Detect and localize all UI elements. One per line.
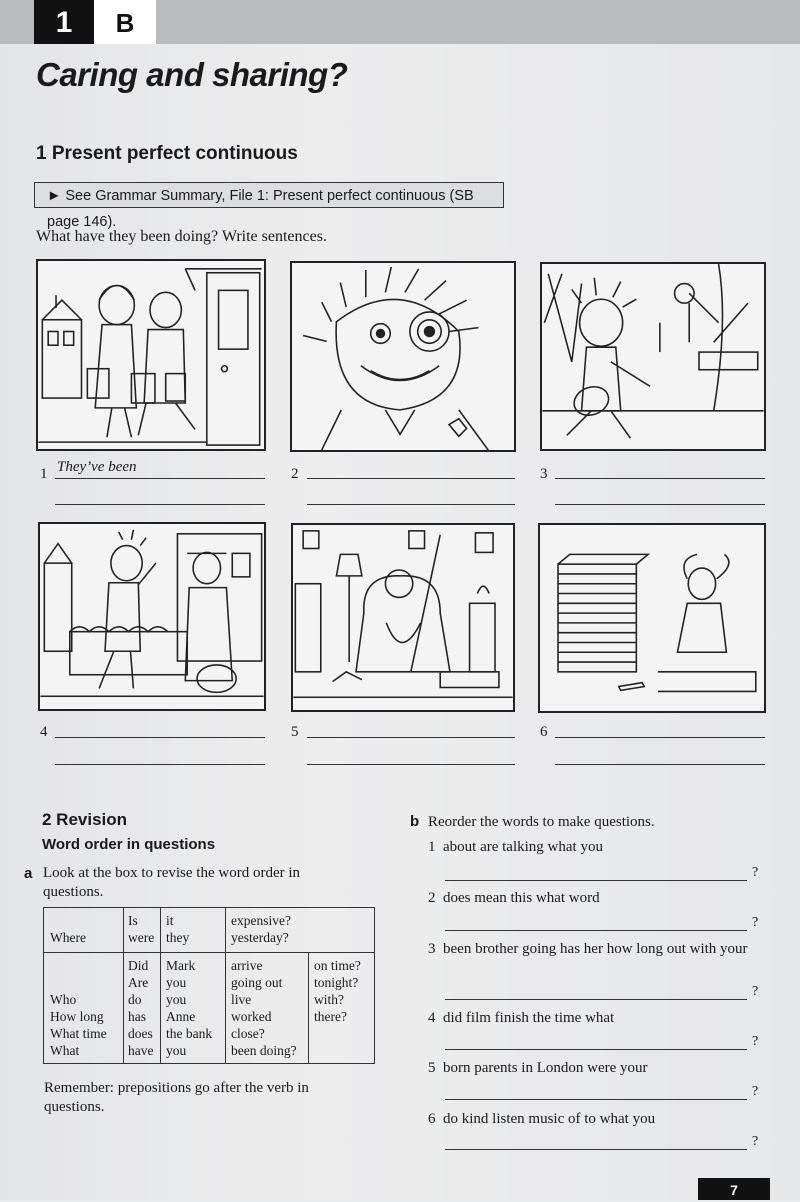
picture-2-black-eye bbox=[290, 261, 516, 452]
qmark-2: ? bbox=[752, 915, 759, 930]
wo-bottom-col1: Who How long What time What bbox=[50, 992, 107, 1058]
page-title: Caring and sharing? bbox=[36, 56, 348, 93]
unit-letter: B bbox=[94, 0, 156, 44]
item-number-2: 2 bbox=[291, 466, 299, 482]
word-order-divider bbox=[43, 952, 375, 953]
col-divider-4 bbox=[308, 952, 309, 1064]
qmark-6: ? bbox=[752, 1134, 759, 1149]
exercise-b-letter: b bbox=[410, 813, 420, 830]
picture-3-tennis bbox=[540, 262, 766, 451]
wo-top-col1: Where bbox=[50, 930, 86, 945]
question-3: 3 been brother going has her how long out with your bbox=[428, 941, 748, 957]
wo-bottom-col2: Did Are do has does have bbox=[128, 958, 154, 1058]
item-number-3: 3 bbox=[540, 466, 548, 482]
answer-line-6b[interactable] bbox=[555, 764, 765, 765]
answer-line-5a[interactable] bbox=[307, 737, 515, 738]
wo-top-col3: it they bbox=[166, 913, 190, 945]
question-6: 6 do kind listen music of to what you bbox=[428, 1111, 656, 1127]
picture-6-papers bbox=[538, 523, 766, 713]
question-line-4[interactable] bbox=[445, 1049, 747, 1050]
answer-line-4b[interactable] bbox=[55, 764, 265, 765]
question-4: 4 did film finish the time what bbox=[428, 1010, 615, 1026]
question-line-1[interactable] bbox=[445, 880, 747, 881]
wo-top-col4: expensive? yesterday? bbox=[231, 913, 291, 945]
section1-heading: 1 Present perfect continuous bbox=[36, 143, 298, 164]
exercise-a-text: Look at the box to revise the word order in questions. bbox=[43, 865, 301, 900]
answer-line-2a[interactable] bbox=[307, 478, 515, 479]
grammar-reference: ► See Grammar Summary, File 1: Present perfect continuous (SB page 146). bbox=[34, 182, 504, 208]
picture-5-armchair bbox=[291, 523, 515, 712]
answer-line-5b[interactable] bbox=[307, 764, 515, 765]
picture-4-running bbox=[38, 522, 266, 711]
item-number-6: 6 bbox=[540, 724, 548, 740]
qmark-5: ? bbox=[752, 1084, 759, 1099]
question-line-2[interactable] bbox=[445, 930, 747, 931]
col-divider-1 bbox=[123, 907, 124, 1064]
answer-line-1a[interactable] bbox=[55, 478, 265, 479]
item-answer-1: They’ve been bbox=[57, 459, 137, 475]
item-number-4: 4 bbox=[40, 724, 48, 740]
qmark-3: ? bbox=[752, 984, 759, 999]
answer-line-2b[interactable] bbox=[307, 504, 515, 505]
wo-bottom-col4: arrive going out live worked close? been doing? bbox=[231, 958, 297, 1058]
answer-line-3a[interactable] bbox=[555, 478, 765, 479]
answer-line-4a[interactable] bbox=[55, 737, 265, 738]
col-divider-2 bbox=[160, 907, 161, 1064]
unit-number: 1 bbox=[34, 0, 94, 44]
question-2: 2 does mean this what word bbox=[428, 890, 600, 906]
section1-instruction: What have they been doing? Write sentences. bbox=[36, 228, 327, 245]
question-line-6[interactable] bbox=[445, 1149, 747, 1150]
page-number: 7 bbox=[698, 1178, 770, 1200]
qmark-1: ? bbox=[752, 865, 759, 880]
answer-line-3b[interactable] bbox=[555, 504, 765, 505]
question-5: 5 born parents in London were your bbox=[428, 1060, 648, 1076]
question-line-5[interactable] bbox=[445, 1099, 747, 1100]
item-number-1: 1 bbox=[40, 466, 48, 482]
exercise-a-letter: a bbox=[24, 865, 33, 882]
section2-heading: 2 Revision bbox=[42, 810, 128, 829]
question-1: 1 about are talking what you bbox=[428, 839, 603, 855]
answer-line-1b[interactable] bbox=[55, 504, 265, 505]
wo-bottom-col3: Mark you you Anne the bank you bbox=[166, 958, 213, 1058]
question-line-3[interactable] bbox=[445, 999, 747, 1000]
qmark-4: ? bbox=[752, 1034, 759, 1049]
exercise-b-text: Reorder the words to make questions. bbox=[428, 814, 655, 830]
wo-bottom-col5: on time? tonight? with? there? bbox=[314, 958, 361, 1024]
answer-line-6a[interactable] bbox=[555, 737, 765, 738]
wo-top-col2: Is were bbox=[128, 913, 155, 945]
section2-subheading: Word order in questions bbox=[42, 836, 216, 853]
item-number-5: 5 bbox=[291, 724, 299, 740]
remember-note: Remember: prepositions go after the verb in questions. bbox=[44, 1080, 309, 1115]
col-divider-3 bbox=[225, 907, 226, 1064]
picture-1-shopping bbox=[36, 259, 266, 451]
